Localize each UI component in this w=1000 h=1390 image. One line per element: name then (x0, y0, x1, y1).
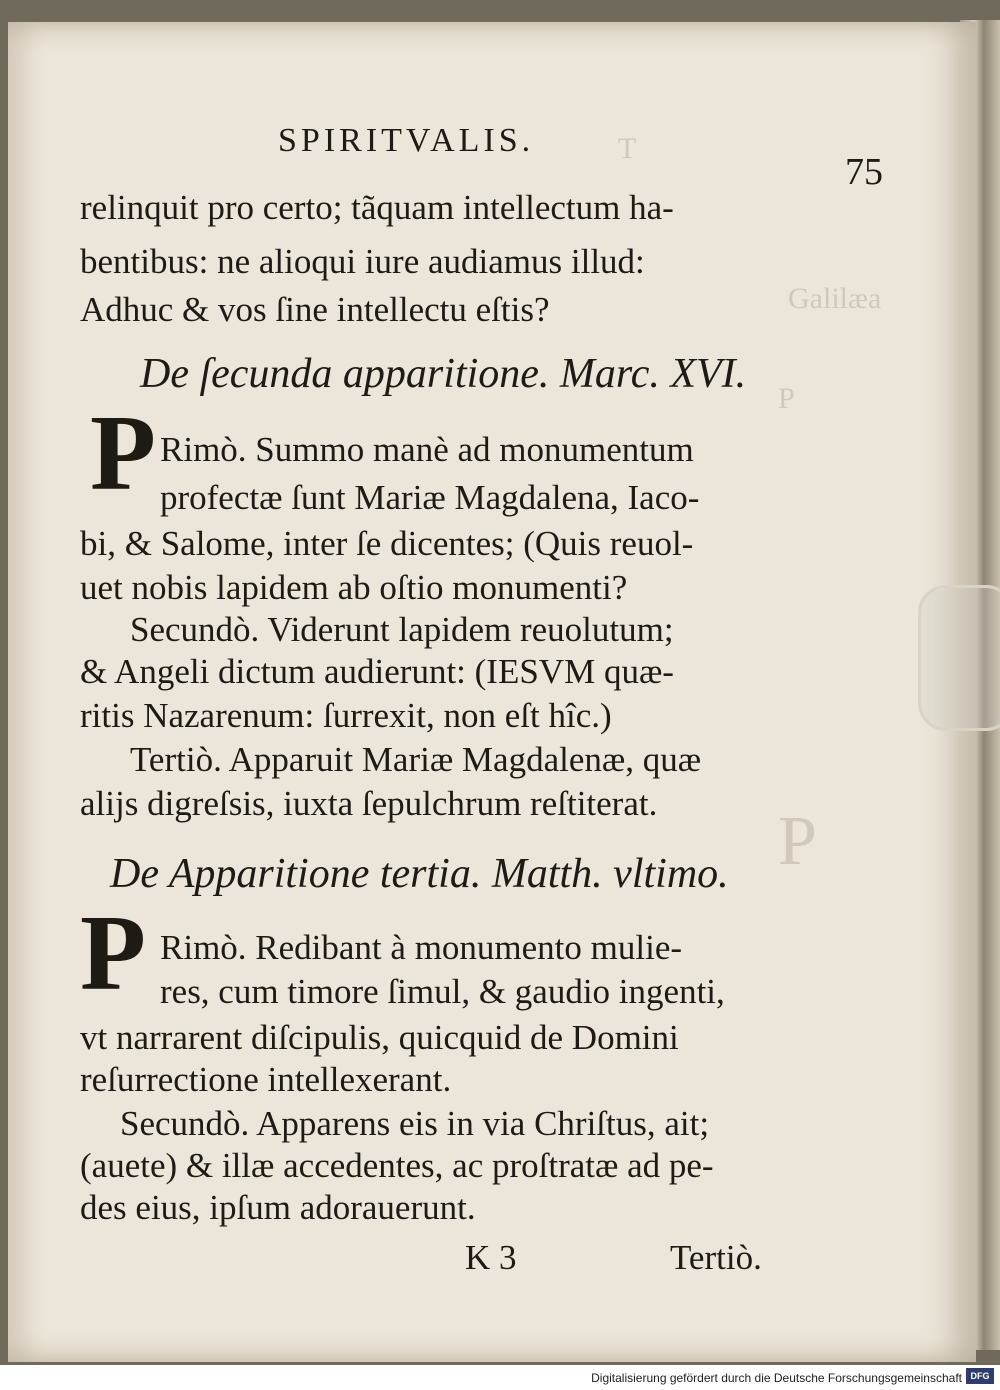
text-line: bi, & Salome, inter ſe dicentes; (Quis reuol- (80, 524, 694, 563)
section-heading: De ſecunda apparitione. Marc. XVI. (140, 351, 747, 397)
text-line: Adhuc & vos ſine intellectu eſtis? (80, 290, 550, 329)
text-line: & Angeli dictum audierunt: (IESVM quæ- (80, 652, 674, 691)
text-line: profectæ ſunt Mariæ Magdalena, Iaco- (160, 478, 700, 517)
text-line: Tertiò. Apparuit Mariæ Magdalenæ, quæ (130, 740, 702, 779)
signature-mark: K 3 (465, 1238, 517, 1277)
text-line: vt narrarent diſcipulis, quicquid de Domini (80, 1018, 679, 1057)
text-line: reſurrectione intellexerant. (80, 1060, 452, 1099)
text-line: res, cum timore ſimul, & gaudio ingenti, (160, 972, 725, 1011)
text-line: Secundò. Viderunt lapidem reuolutum; (130, 610, 674, 649)
section-heading: De Apparitione tertia. Matth. vltimo. (110, 851, 729, 897)
text-line: Rimò. Summo manè ad monumentum (160, 430, 694, 469)
book-page (8, 22, 976, 1362)
text-line: Secundò. Apparens eis in via Chriſtus, ait; (120, 1104, 710, 1143)
drop-cap: P (90, 394, 156, 513)
text-line: des eius, ipſum adorauerunt. (80, 1188, 476, 1227)
show-through-text: P (778, 803, 817, 880)
show-through-text: P (778, 382, 795, 415)
text-line: uet nobis lapidem ab oſtio monumenti? (80, 568, 628, 607)
text-line: ritis Nazarenum: ſurrexit, non eſt hîc.) (80, 696, 612, 735)
show-through-text: T (618, 132, 637, 165)
text-line: bentibus: ne alioqui iure audiamus illud: (80, 242, 645, 281)
text-line: (auete) & illæ accedentes, ac proſtratæ ad pe- (80, 1146, 714, 1185)
page-number: 75 (845, 151, 883, 193)
text-line: relinquit pro certo; tãquam intellectum ha- (80, 188, 674, 227)
catchword: Tertiò. (670, 1238, 762, 1277)
text-line: alijs digreſsis, iuxta ſepulchrum reſtiterat. (80, 784, 658, 823)
digitization-credit: Digitalisierung gefördert durch die Deutsche Forschungsgemeinschaft (591, 1371, 962, 1385)
drop-cap: P (80, 894, 146, 1013)
show-through-text: Galilæa (788, 282, 882, 315)
book-clasp (918, 585, 1000, 731)
dfg-logo-icon: DFG (966, 1368, 994, 1384)
running-head: SPIRITVALIS. (278, 122, 535, 159)
text-line: Rimò. Redibant à monumento mulie- (160, 928, 683, 967)
